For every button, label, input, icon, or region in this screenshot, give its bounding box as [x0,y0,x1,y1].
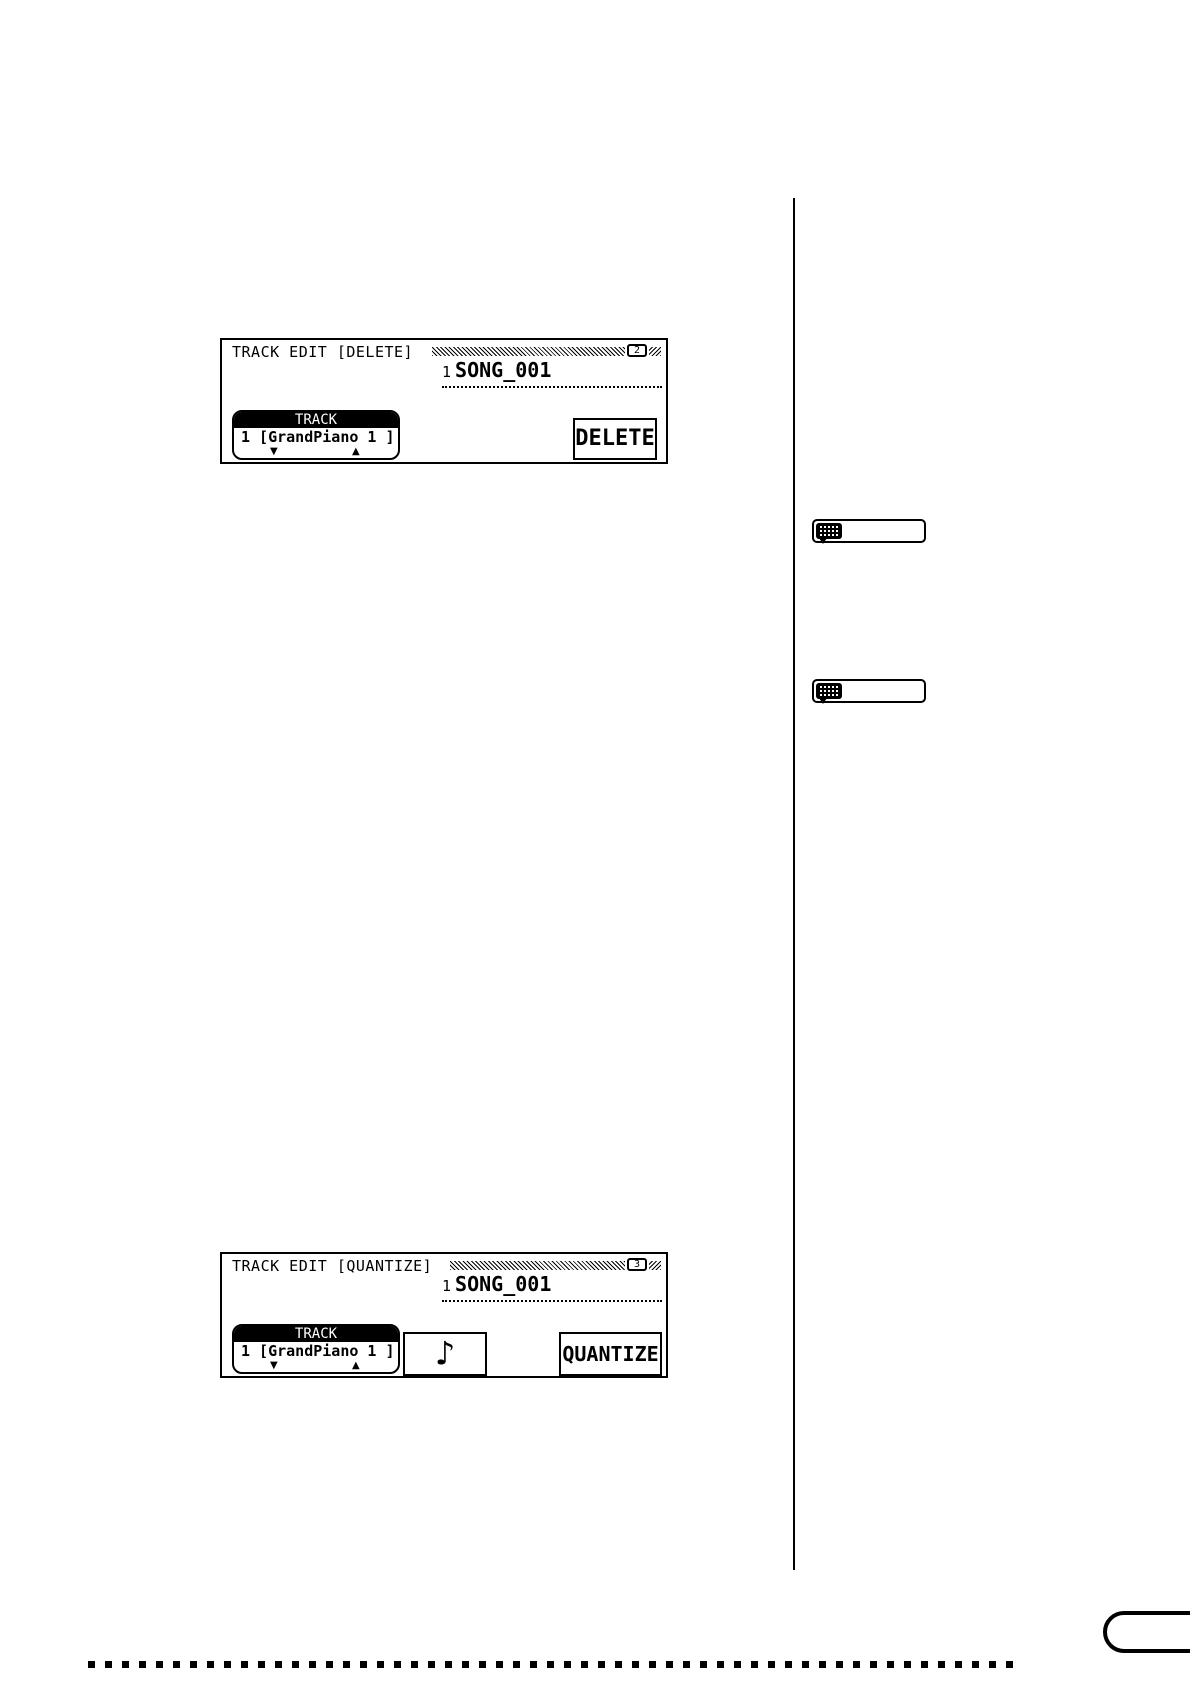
delete-button[interactable]: DELETE [573,418,657,460]
lcd-screen-quantize [220,1252,668,1378]
track-label: TRACK [234,412,398,428]
column-divider [793,198,795,1570]
quantize-resolution-button[interactable] [403,1332,487,1376]
note-label-2 [812,679,926,703]
song-number: 1 [442,1277,452,1295]
track-label: TRACK [234,1326,398,1342]
quantize-button[interactable]: QUANTIZE [559,1332,662,1376]
track-value: 1 [GrandPiano 1 ] [241,1342,395,1360]
footer-dotted-line [88,1661,1018,1668]
title-bar-pattern-end [649,347,661,356]
song-name: SONG_001 [455,1272,552,1296]
track-selector[interactable] [232,410,400,460]
page-indicator: 3 [627,1258,647,1271]
arrow-up-icon[interactable]: ▲ [352,446,360,457]
title-bar-pattern-end [649,1261,661,1270]
note-speech-bubble-icon [816,683,842,699]
song-display [442,1272,551,1296]
page-number-tab [1103,1611,1190,1653]
song-number: 1 [442,363,452,381]
title-bar-pattern [450,1261,625,1270]
arrow-down-icon[interactable]: ▼ [270,446,278,457]
arrow-down-icon[interactable]: ▼ [270,1360,278,1371]
screen-title: TRACK EDIT [QUANTIZE] [232,1257,433,1275]
song-name: SONG_001 [455,358,552,382]
track-value: 1 [GrandPiano 1 ] [241,428,395,446]
note-label-1 [812,519,926,543]
arrow-up-icon[interactable]: ▲ [352,1360,360,1371]
song-display [442,358,551,382]
lcd-screen-delete [220,338,668,464]
track-selector[interactable] [232,1324,400,1374]
song-underline [442,386,662,388]
song-underline [442,1300,662,1302]
screen-title: TRACK EDIT [DELETE] [232,343,414,361]
sixteenth-note-icon: ♪ [434,1334,456,1374]
note-speech-bubble-icon [816,523,842,539]
page-indicator: 2 [627,344,647,357]
title-bar-pattern [432,347,625,356]
